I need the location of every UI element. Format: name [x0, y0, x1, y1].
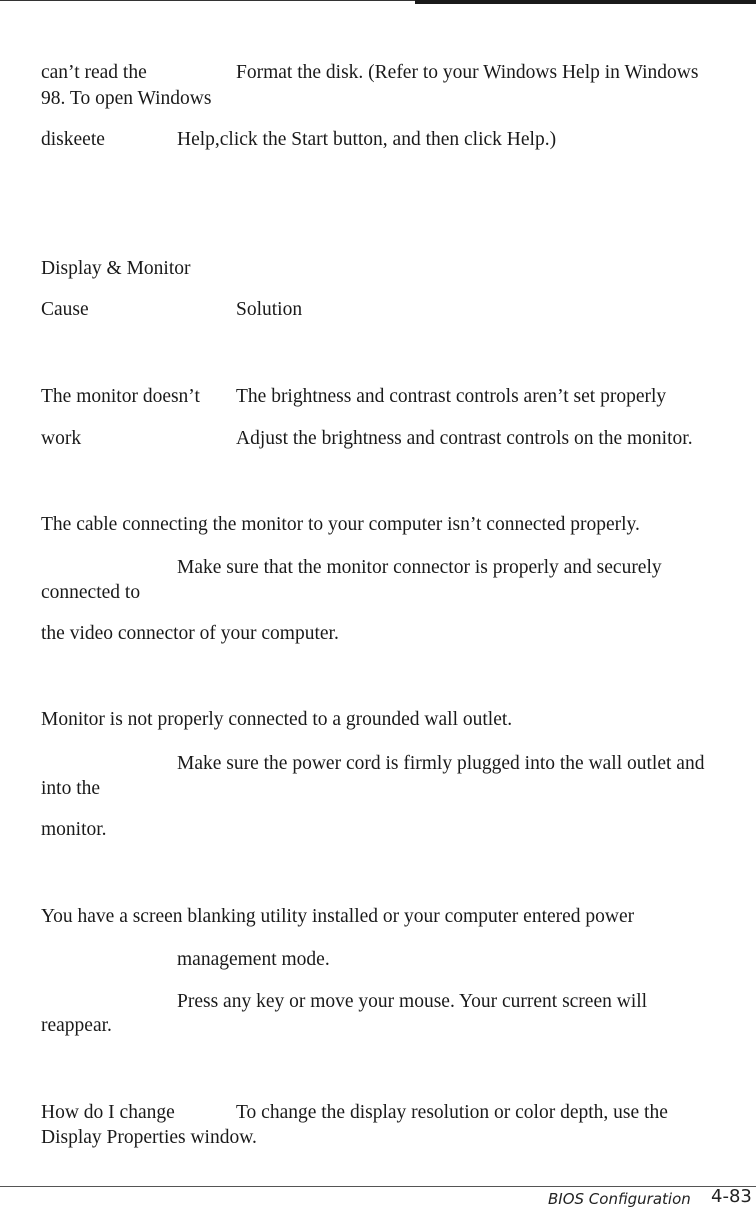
section-heading: Display & Monitor — [41, 258, 191, 279]
problem-text: diskeete — [41, 129, 105, 150]
cause-text: The brightness and contrast controls aren’t set properly — [236, 386, 667, 407]
solution-text: the video connector of your computer. — [41, 623, 339, 644]
solution-text: into the — [41, 778, 101, 799]
footer-section-title: BIOS Configuration — [548, 1190, 691, 1208]
problem-text: work — [41, 428, 82, 449]
cause-text: You have a screen blanking utility installed or your computer entered power — [41, 906, 635, 927]
cause-text: management mode. — [177, 949, 330, 970]
solution-text: reappear. — [41, 1015, 112, 1036]
header-rule-thick — [415, 0, 756, 4]
solution-text: Display Properties window. — [41, 1127, 257, 1148]
problem-text: can’t read the — [41, 62, 147, 83]
solution-text: Format the disk. (Refer to your Windows Help in Windows — [236, 62, 699, 83]
problem-text: The monitor doesn’t — [41, 386, 200, 407]
solution-text: Make sure that the monitor connector is properly and securely — [177, 557, 662, 578]
solution-text: monitor. — [41, 819, 107, 840]
column-header-solution: Solution — [236, 299, 303, 320]
header-rule-thin — [0, 0, 415, 1]
solution-text: Press any key or move your mouse. Your current screen will — [177, 991, 648, 1012]
solution-text: To change the display resolution or color depth, use the — [236, 1102, 668, 1123]
problem-text: How do I change — [41, 1102, 175, 1123]
solution-text: Help,click the Start button, and then click Help.) — [177, 129, 557, 150]
solution-text: 98. To open Windows — [41, 88, 212, 109]
solution-text: connected to — [41, 582, 141, 603]
cause-text: Monitor is not properly connected to a grounded wall outlet. — [41, 709, 513, 730]
footer-page-number: 4-83 — [711, 1186, 752, 1207]
solution-text: Make sure the power cord is firmly plugged into the wall outlet and — [177, 753, 705, 774]
column-header-cause: Cause — [41, 299, 89, 320]
solution-text: Adjust the brightness and contrast controls on the monitor. — [236, 428, 693, 449]
cause-text: The cable connecting the monitor to your computer isn’t connected properly. — [41, 514, 640, 535]
